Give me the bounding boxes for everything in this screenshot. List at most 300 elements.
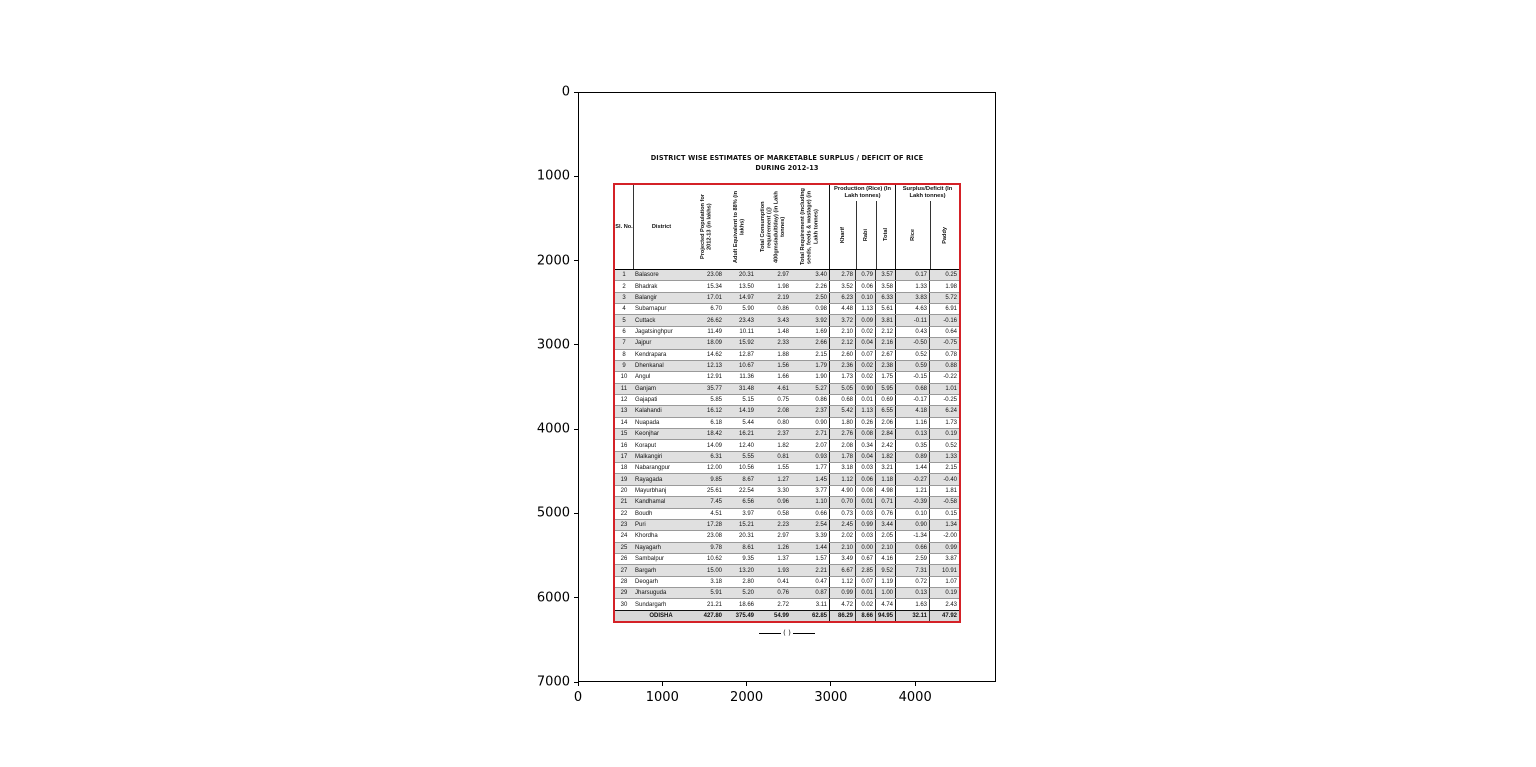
table-row (615, 371, 959, 382)
table-cell: 3.30 (777, 488, 789, 494)
table-cell: 23.43 (738, 317, 754, 324)
table-cell: 4.16 (875, 554, 895, 564)
y-axis-tick-mark (574, 176, 578, 177)
table-cell: 54.99 (773, 612, 789, 619)
table-cell: 0.90 (855, 384, 875, 394)
table-cell: 1.01 (929, 384, 959, 394)
table-cell: Ganjam (635, 385, 657, 392)
table-cell: 6.70 (710, 306, 722, 313)
table-cell: 3.44 (875, 520, 895, 530)
table-cell: 0.01 (855, 588, 875, 598)
y-axis-tick-label: 3000 (536, 337, 570, 353)
table-cell: 6.33 (875, 293, 895, 303)
table-cell: 10.56 (738, 465, 754, 472)
table-row (615, 360, 959, 371)
table-cell: 1.82 (875, 452, 895, 462)
table-cell: 1.57 (815, 556, 827, 563)
table-cell: 0.79 (855, 270, 875, 280)
table-cell: 1.45 (815, 476, 827, 483)
table-cell: -0.75 (929, 338, 959, 348)
table-cell: 1.19 (875, 577, 895, 587)
table-cell: 13.50 (738, 283, 754, 290)
table-cell: 6.56 (742, 499, 754, 506)
table-cell: 1.77 (815, 465, 827, 472)
table-cell: 14.97 (738, 294, 754, 301)
table-cell: 1.21 (895, 486, 929, 496)
table-cell: 2.37 (815, 408, 827, 415)
table-cell: 3.83 (895, 293, 929, 303)
table-cell: 2.26 (815, 283, 827, 290)
table-cell: 2.08 (777, 408, 789, 415)
table-cell: 5.15 (742, 397, 754, 404)
table-cell: 15.21 (738, 522, 754, 529)
table-cell (615, 611, 633, 621)
table-cell: 0.88 (929, 361, 959, 371)
table-row (615, 439, 959, 450)
table-cell: 3.49 (829, 554, 855, 564)
table-cell: 2.15 (815, 351, 827, 358)
table-cell: -1.34 (895, 531, 929, 541)
table-cell: -0.17 (895, 395, 929, 405)
table-cell: 2.08 (829, 440, 855, 450)
column-header-district: District (633, 185, 689, 269)
table-cell: 0.52 (929, 440, 959, 450)
table-cell: 1.79 (815, 363, 827, 370)
table-cell: 8 (622, 351, 626, 358)
table-cell: 0.99 (855, 520, 875, 530)
table-cell: 0.03 (855, 463, 875, 473)
table-cell: 11 (620, 385, 628, 392)
table-cell: 23.08 (706, 533, 722, 540)
table-cell: 1.98 (929, 281, 959, 291)
table-cell: 4.61 (777, 385, 789, 392)
table-cell: 11.49 (707, 328, 722, 335)
table-cell: 0.10 (855, 293, 875, 303)
table-cell: 26 (620, 556, 628, 563)
table-cell: 2.37 (777, 431, 789, 438)
table-row (615, 280, 959, 291)
table-cell: 0.25 (929, 270, 959, 280)
table-cell: 2.97 (777, 272, 789, 279)
y-axis-tick-label: 0 (561, 84, 570, 100)
table-cell: 12.00 (706, 465, 722, 472)
table-cell: 0.06 (855, 474, 875, 484)
column-group-surplus-deficit-label: Surplus/Deficit (In Lakh tonnes) (902, 186, 953, 199)
table-cell: 13 (620, 408, 628, 415)
table-cell: 3.18 (710, 578, 722, 585)
table-cell: 1.81 (929, 486, 959, 496)
table-cell: 0.99 (929, 543, 959, 553)
table-cell: 3.72 (829, 315, 855, 325)
y-axis-tick-label: 2000 (536, 253, 570, 269)
table-cell: 3.57 (875, 270, 895, 280)
table-cell: 2.21 (815, 567, 827, 574)
table-cell: 2.54 (815, 522, 827, 529)
table-cell: 5.91 (710, 590, 722, 597)
table-total-row (615, 610, 959, 621)
table-cell: 1.66 (777, 374, 789, 381)
table-cell: 5.05 (829, 384, 855, 394)
table-cell: Malkangiri (635, 453, 663, 460)
table-cell: -0.16 (929, 315, 959, 325)
table-cell: 3.39 (815, 533, 827, 540)
table-cell: Keonjhar (635, 431, 660, 438)
table-cell: 0.99 (829, 588, 855, 598)
table-cell: -0.22 (929, 372, 959, 382)
table-cell: 6.55 (875, 406, 895, 416)
table-cell: Balasore (635, 272, 659, 279)
table-cell: 0.02 (855, 599, 875, 609)
table-cell: Jajpur (635, 340, 652, 347)
table-cell: 0.47 (815, 578, 827, 585)
table-cell: 0.69 (875, 395, 895, 405)
x-axis-tick-mark (830, 682, 831, 686)
x-axis-tick-label: 3000 (814, 690, 848, 705)
table-cell: 1.07 (929, 577, 959, 587)
table-cell: 0.17 (895, 270, 929, 280)
table-cell: 1.56 (777, 363, 789, 370)
table-cell: Dhenkanal (635, 363, 664, 370)
table-cell: 11.36 (739, 374, 754, 381)
table-cell: 15.00 (706, 567, 722, 574)
table-cell: 0.01 (855, 497, 875, 507)
table-cell: -0.15 (895, 372, 929, 382)
table-cell: 12.13 (706, 363, 722, 370)
table-cell: 5.72 (929, 293, 959, 303)
column-group-production-label: Production (Rice) (In Lakh tonnes) (833, 186, 891, 199)
table-cell: 1.16 (895, 418, 929, 428)
table-cell: 5.95 (875, 384, 895, 394)
table-cell: 3.92 (815, 317, 827, 324)
table-cell: ODISHA (649, 612, 673, 619)
table-cell: 0.66 (895, 543, 929, 553)
table-cell: 7.45 (710, 499, 722, 506)
table-cell: 0.09 (855, 315, 875, 325)
table-cell: 0.89 (895, 452, 929, 462)
table-cell: 427.80 (703, 612, 722, 619)
table-row (615, 508, 959, 519)
table-cell: 2.43 (929, 599, 959, 609)
table-cell: 8.66 (855, 611, 875, 621)
table-cell: 6.24 (929, 406, 959, 416)
table-cell: -2.00 (929, 531, 959, 541)
table-cell: Kendrapara (635, 351, 667, 358)
table-row (615, 270, 959, 280)
table-cell: 0.59 (895, 361, 929, 371)
y-axis-tick-mark (574, 260, 578, 261)
table-cell: 12 (620, 397, 628, 404)
table-cell: 1.27 (777, 476, 789, 483)
table-cell: 35.77 (706, 385, 722, 392)
table-cell: 0.90 (895, 520, 929, 530)
table-row (615, 530, 959, 541)
table-cell: 2.66 (815, 340, 827, 347)
table-cell: 2.06 (875, 418, 895, 428)
table-cell: 3.52 (829, 281, 855, 291)
table-cell: 0.86 (777, 306, 789, 313)
table-cell: 0.71 (875, 497, 895, 507)
x-axis-tick-mark (915, 682, 916, 686)
table-cell: 17.01 (706, 294, 722, 301)
table-cell: 5.85 (710, 397, 722, 404)
table-row (615, 383, 959, 394)
table-cell: 4.74 (875, 599, 895, 609)
table-cell: 5.44 (742, 419, 754, 426)
y-axis-tick-mark (574, 344, 578, 345)
table-cell: 0.15 (929, 509, 959, 519)
table-cell: 0.68 (895, 384, 929, 394)
table-cell: Subarnapur (635, 306, 667, 313)
table-cell: 1.44 (895, 463, 929, 473)
table-cell: 15.34 (706, 283, 722, 290)
table-cell: -0.40 (929, 474, 959, 484)
table-cell: Cuttack (635, 317, 656, 324)
table-cell: 4.51 (710, 510, 722, 517)
table-cell: 1.44 (815, 544, 827, 551)
table-cell: 0.90 (815, 419, 827, 426)
table-cell: 1.73 (929, 418, 959, 428)
table-cell: 0.35 (895, 440, 929, 450)
table-cell: 0.02 (855, 372, 875, 382)
table-cell: 3.81 (875, 315, 895, 325)
table-row (615, 485, 959, 496)
table-cell: -0.50 (895, 338, 929, 348)
table-cell: 1.33 (929, 452, 959, 462)
table-cell: 5.61 (875, 304, 895, 314)
table-cell: 12.91 (706, 374, 722, 381)
column-header-consumption: Total Consumption requirement (@ 400gms/adult/day) (in Lakh tonnes) (760, 191, 787, 263)
table-cell: 4.98 (875, 486, 895, 496)
table-cell: 2.71 (815, 431, 827, 438)
table-cell: 2.42 (875, 440, 895, 450)
table-cell: 6.18 (710, 419, 722, 426)
table-cell: 1.63 (895, 599, 929, 609)
table-cell: 9.35 (742, 556, 754, 563)
column-header-rice: Rice (909, 229, 916, 241)
table-row (615, 428, 959, 439)
table-cell: 2.45 (829, 520, 855, 530)
table-row (615, 349, 959, 360)
table-cell: 12.40 (738, 442, 754, 449)
table-cell: 2.10 (829, 327, 855, 337)
table-cell: 5.27 (815, 385, 827, 392)
table-cell: 6.91 (929, 304, 959, 314)
table-cell: 10.62 (706, 556, 722, 563)
table-cell: 9.52 (875, 565, 895, 575)
table-row (615, 292, 959, 303)
table-cell: Angul (635, 374, 651, 381)
table-cell: 2.80 (742, 578, 754, 585)
table-cell: 1.13 (855, 406, 875, 416)
table-row (615, 576, 959, 587)
column-group-production (829, 185, 895, 269)
table-row (615, 519, 959, 530)
table-cell: 18.66 (738, 601, 754, 608)
table-cell: 6.23 (829, 293, 855, 303)
table-cell: -0.25 (929, 395, 959, 405)
table-cell: 17.28 (706, 522, 722, 529)
table-cell: 6.67 (829, 565, 855, 575)
table-row (615, 496, 959, 507)
table-cell: 20.31 (738, 533, 754, 540)
table-cell: 4.63 (895, 304, 929, 314)
column-header-adult-equivalent: Adult Equivalent to 88% (in lakhs) (733, 190, 746, 264)
table-cell: -0.39 (895, 497, 929, 507)
table-cell: 25 (620, 544, 628, 551)
table-cell: 2.60 (829, 350, 855, 360)
y-axis-tick-label: 6000 (536, 590, 570, 606)
table-cell: 3.11 (815, 601, 827, 608)
table-cell: 1.10 (815, 499, 827, 506)
table-cell: 1.98 (777, 283, 789, 290)
table-cell: Kandhamal (635, 499, 666, 506)
table-cell: 2.76 (829, 429, 855, 439)
table-cell: 0.07 (855, 577, 875, 587)
column-header-rabi: Rabi (856, 201, 876, 269)
table-cell: 7.31 (895, 565, 929, 575)
table-cell: 2.12 (829, 338, 855, 348)
x-axis-tick-label: 2000 (730, 690, 764, 705)
table-cell: 0.08 (855, 486, 875, 496)
table-cell: 15 (620, 431, 628, 438)
table-cell: 0.76 (875, 509, 895, 519)
table-cell: 18.09 (706, 340, 722, 347)
table-cell: Balangir (635, 294, 658, 301)
table-cell: 0.96 (777, 499, 789, 506)
page-ornament: ( ) (613, 629, 961, 637)
table-row (615, 394, 959, 405)
table-cell: 4.18 (895, 406, 929, 416)
table-cell: 2.07 (815, 442, 827, 449)
table-row (615, 553, 959, 564)
table-cell: 0.76 (777, 590, 789, 597)
table-cell: 5.20 (742, 590, 754, 597)
table-cell: 19 (620, 476, 628, 483)
table-cell: 10.67 (738, 363, 754, 370)
table-cell: 1 (622, 272, 626, 279)
table-cell: 2.33 (777, 340, 789, 347)
y-axis-tick-label: 7000 (536, 674, 570, 690)
table-cell: 28 (620, 578, 628, 585)
table-cell: Nayagarh (635, 544, 662, 551)
table-cell: 2.23 (777, 522, 789, 529)
table-cell: 0.02 (855, 327, 875, 337)
table-cell: Nuapada (635, 419, 660, 426)
table-cell: 23.08 (706, 272, 722, 279)
table-cell: 5.42 (829, 406, 855, 416)
table-cell: 20.31 (738, 272, 754, 279)
table-cell: 2 (622, 283, 626, 290)
table-cell: 0.00 (855, 543, 875, 553)
table-cell: 10.91 (929, 565, 959, 575)
table-cell: 94.95 (875, 611, 895, 621)
table-cell: Mayurbhanj (635, 488, 667, 494)
table-title-line1: DISTRICT WISE ESTIMATES OF MARKETABLE SURPLUS / DEFICIT OF RICE (650, 154, 924, 162)
table-cell: 14.19 (738, 408, 754, 415)
table-cell: 0.03 (855, 509, 875, 519)
table-cell: 1.12 (829, 577, 855, 587)
table-cell: 3 (622, 294, 626, 301)
table-row (615, 462, 959, 473)
table-cell: 1.75 (875, 372, 895, 382)
table-cell: 2.85 (855, 565, 875, 575)
table-cell: 2.67 (875, 350, 895, 360)
table-cell: 2.84 (875, 429, 895, 439)
table-cell: 5 (622, 317, 626, 324)
table-cell: 21 (620, 499, 628, 506)
table-row (615, 473, 959, 484)
table-cell: 2.97 (777, 533, 789, 540)
table-cell: 16.21 (738, 431, 754, 438)
column-header-total: Total (876, 201, 896, 269)
table-cell: 2.19 (777, 294, 789, 301)
table-cell: Gajapati (635, 397, 658, 404)
table-cell: 9 (622, 363, 626, 370)
table-cell: 4.72 (829, 599, 855, 609)
table-cell: 7 (622, 340, 626, 347)
table-cell: 13.20 (738, 567, 754, 574)
table-cell: 4.90 (829, 486, 855, 496)
column-header-sl-no: Sl. No. (615, 223, 633, 230)
table-cell: 0.93 (815, 453, 827, 460)
table-cell: 8.67 (742, 476, 754, 483)
table-row (615, 303, 959, 314)
y-axis-tick-mark (574, 429, 578, 430)
table-cell: 3.43 (777, 317, 789, 324)
table-header-row (615, 185, 959, 270)
table-cell: 14.09 (706, 442, 722, 449)
table-cell: 0.64 (929, 327, 959, 337)
table-cell: 8.61 (742, 544, 754, 551)
table-cell: 0.07 (855, 350, 875, 360)
table-cell: 24 (620, 533, 628, 540)
table-cell: 4 (622, 306, 626, 313)
x-axis-tick-mark (746, 682, 747, 686)
table-cell: 2.02 (829, 531, 855, 541)
table-cell: 2.72 (777, 601, 789, 608)
y-axis-tick-mark (574, 597, 578, 598)
table-cell: 0.66 (815, 510, 827, 517)
table-cell: 0.08 (855, 429, 875, 439)
y-axis-tick-label: 1000 (536, 168, 570, 184)
table-row (615, 587, 959, 598)
table-cell: 0.52 (895, 350, 929, 360)
table-cell: 4.48 (829, 304, 855, 314)
table-cell: Nabarangpur (635, 465, 671, 472)
table-cell: 5.55 (742, 453, 754, 460)
table-cell: Kalahandi (635, 408, 662, 415)
table-cell: 1.37 (777, 556, 789, 563)
table-cell: 2.12 (875, 327, 895, 337)
table-cell: 1.88 (777, 351, 789, 358)
table-cell: 1.73 (829, 372, 855, 382)
table-cell: 0.13 (895, 588, 929, 598)
table-cell: 0.73 (829, 509, 855, 519)
table-cell: 12.87 (738, 351, 754, 358)
table-cell: 47.92 (929, 611, 959, 621)
table-row (615, 598, 959, 609)
y-axis-tick-label: 4000 (536, 421, 570, 437)
table-cell: 0.86 (815, 397, 827, 404)
table-cell: 1.55 (777, 465, 789, 472)
table-cell: 6 (622, 328, 626, 335)
table-cell: 27 (620, 567, 628, 574)
table-cell: 0.87 (815, 590, 827, 597)
table-cell: Bhadrak (635, 283, 658, 290)
table-cell: 0.81 (777, 453, 789, 460)
table-cell: 3.87 (929, 554, 959, 564)
table-cell: 2.05 (875, 531, 895, 541)
